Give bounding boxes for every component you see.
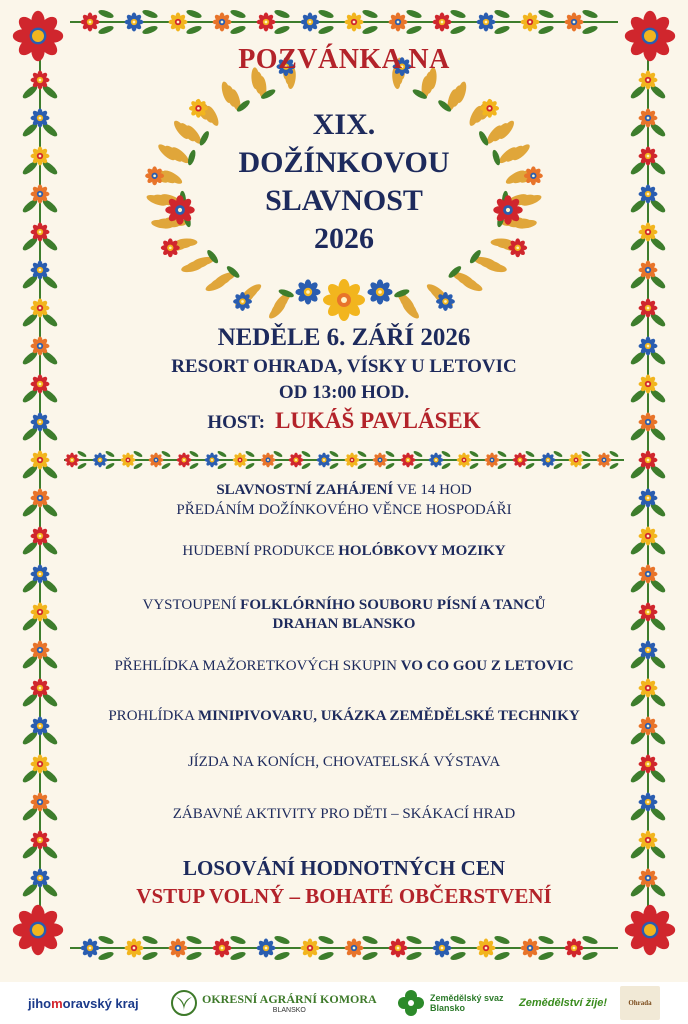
program-brewery-bold: MINIPIVOVARU, UKÁZKA ZEMĚDĚLSKÉ TECHNIKY [197,708,580,724]
raffle-line: LOSOVÁNÍ HODNOTNÝCH CEN [182,856,506,880]
program-majorettes-group: VO CO GOU Z LETOVIC [400,658,574,674]
event-name-line2: SLAVNOST [265,184,423,217]
event-year: 2026 [314,222,374,255]
invitation-heading: POZVÁNKA NA [238,44,450,75]
jmk-text-2: m [51,995,63,1011]
jmk-text-3: oravský kraj [62,995,139,1011]
program-item-brewery [60,706,628,726]
program-item-opening-detail: PŘEDÁNÍM DOŽÍNKOVÉHO VĚNCE HOSPODÁŘI [176,502,512,518]
program-folklore-ensemble-line2: DRAHAN BLANSKO [272,616,416,632]
program-item-music [60,541,628,561]
event-host [0,408,688,434]
jmk-text-1: jiho [28,995,52,1011]
event-name-line1: DOŽÍNKOVOU [238,146,450,179]
sponsor-footer [0,982,688,1024]
program-brewery-text: PROHLÍDKA [108,708,198,724]
program-item-opening [60,480,628,500]
logo-zemedelstvi-zije: Zemědělství žije! [519,997,608,1009]
logo-zemedelsky-svaz [396,982,504,1024]
logo-jihomoravsky-kraj [28,982,139,1024]
logo-resort-ohrada: Ohrada [620,986,660,1020]
event-place: RESORT OHRADA, VÍSKY U LETOVIC [171,356,517,377]
program-item-folklore-line2 [60,614,628,634]
oak-name: OKRESNÍ AGRÁRNÍ KOMORA [202,992,377,1006]
zsb-line2: Blansko [430,1003,466,1013]
oak-emblem-icon [170,989,198,1017]
program-music-band: HOLÓBKOVY MOZIKY [338,543,506,559]
entry-line: VSTUP VOLNÝ – BOHATÉ OBČERSTVENÍ [136,884,552,908]
logo-okresni-agrarni-komora [170,982,377,1024]
clover-icon [396,988,426,1018]
program-item-kids: ZÁBAVNÉ AKTIVITY PRO DĚTI – SKÁKACÍ HRAD [172,806,516,822]
program-folklore-text: VYSTOUPENÍ [142,597,241,613]
program-music-text: HUDEBNÍ PRODUKCE [182,543,339,559]
host-name: LUKÁŠ PAVLÁSEK [275,408,481,433]
program-item-horses: JÍZDA NA KONÍCH, CHOVATELSKÁ VÝSTAVA [187,754,501,770]
program-majorettes-text: PŘEHLÍDKA MAŽORETKOVÝCH SKUPIN [114,658,401,674]
program-folklore-ensemble: FOLKLÓRNÍHO SOUBORU PÍSNÍ A TANCŮ [240,597,546,613]
host-label: HOST: [207,412,266,433]
event-edition: XIX. [312,108,376,141]
event-date: NEDĚLE 6. ZÁŘÍ 2026 [217,324,471,351]
oak-sub: BLANSKO [272,1007,306,1014]
program-opening-bold: SLAVNOSTNÍ ZAHÁJENÍ [216,482,394,498]
program-item-folklore [60,595,628,615]
zsb-line1: Zemědělský svaz [430,993,504,1003]
program-item-majorettes [60,656,628,676]
program-opening-time: VE 14 HOD [393,482,472,498]
event-time: OD 13:00 HOD. [278,382,410,403]
